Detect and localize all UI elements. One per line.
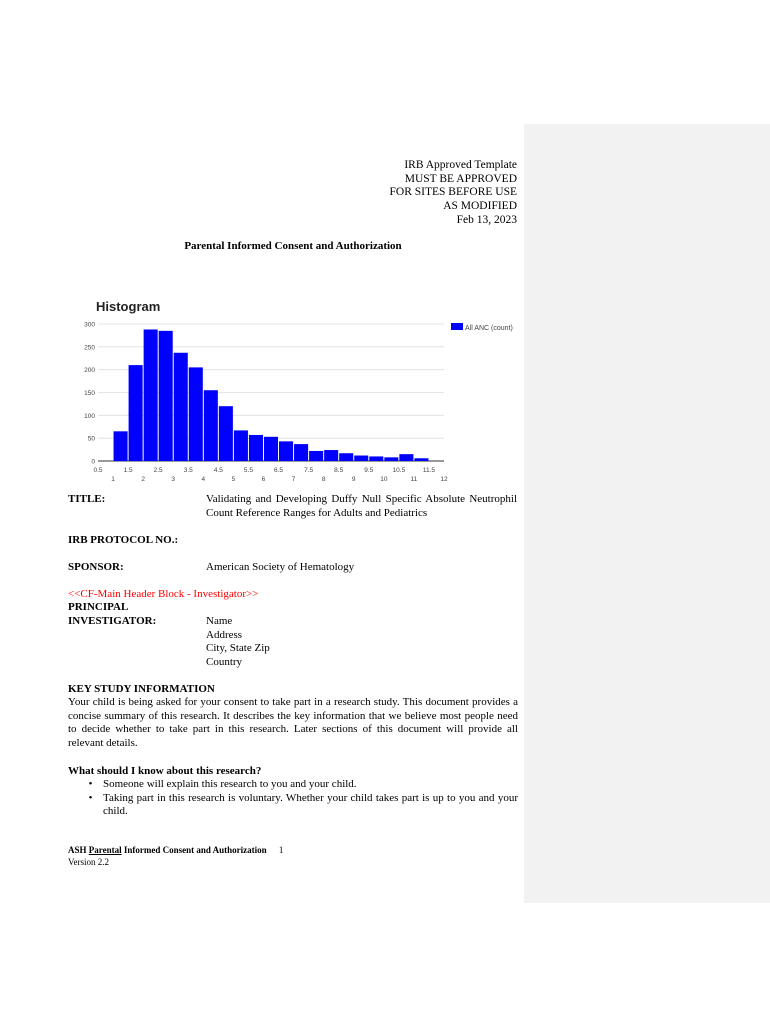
y-tick-label: 250: [84, 344, 95, 352]
histogram-bar: [324, 450, 338, 461]
irb-line: IRB Approved Template: [404, 159, 517, 171]
page-footer: [68, 844, 283, 868]
histogram-bar: [144, 329, 158, 461]
title-value: Validating and Developing Duffy Null Specific Absolute Neutrophil Count Reference Ranges for Adults and Pediatrics: [206, 493, 517, 519]
comment-pane: [524, 124, 770, 903]
x-tick-label: 4.5: [213, 467, 223, 474]
legend-swatch: [451, 323, 463, 330]
y-tick-label: 300: [84, 321, 95, 329]
y-tick-label: 200: [84, 367, 95, 375]
x-tick-label: 9.5: [364, 467, 374, 474]
x-tick-label: 3.5: [183, 467, 193, 474]
histogram-bar: [399, 454, 413, 461]
x-tick-label: 6.5: [273, 467, 284, 474]
chart-title: Histogram: [96, 299, 161, 314]
histogram-bar: [369, 456, 383, 461]
y-tick-label: 50: [87, 435, 95, 443]
histogram-bar: [159, 331, 173, 461]
chart-bars: [114, 329, 429, 461]
footer-suffix: Informed Consent and Authorization: [121, 845, 267, 855]
footer-underlined: Parental: [88, 845, 122, 855]
histogram-bar: [114, 431, 128, 461]
histogram-bar: [294, 444, 308, 461]
histogram-bar: [309, 451, 323, 461]
list-item: [68, 778, 518, 792]
list-item: [68, 792, 518, 819]
x-tick-label: 6: [261, 476, 266, 483]
pi-label-line1: PRINCIPAL: [68, 601, 129, 613]
histogram-bar: [219, 406, 233, 461]
irb-line: AS MODIFIED: [443, 200, 517, 213]
x-tick-label: 1: [111, 476, 115, 483]
list-item-text: Taking part in this research is voluntary. Whether your child takes part is up to you and your child.: [103, 791, 518, 818]
x-tick-label: 8.5: [334, 467, 344, 474]
pi-city-state-zip: City, State Zip: [206, 642, 270, 655]
x-tick-label: 5.5: [243, 467, 253, 474]
histogram-bar: [339, 453, 353, 461]
y-tick-label: 150: [84, 390, 95, 397]
irb-line: FOR SITES BEFORE USE: [389, 186, 517, 199]
what-know-heading: What should I know about this research?: [68, 765, 262, 777]
investigator-placeholder: <<CF-Main Header Block - Investigator>>: [68, 588, 259, 600]
histogram-bar: [279, 441, 293, 461]
page-number: 1: [278, 845, 284, 855]
legend-label: All ANC (count): [465, 325, 513, 332]
x-tick-label: 5: [231, 476, 236, 483]
x-tick-label: 2.5: [153, 467, 163, 474]
histogram-bar: [384, 457, 398, 461]
y-tick-label: 0: [91, 458, 95, 466]
sponsor-label: SPONSOR:: [68, 561, 124, 573]
histogram-bar: [234, 430, 248, 461]
x-tick-label: 11.5: [422, 467, 436, 474]
title-label: TITLE:: [68, 493, 106, 505]
x-tick-label: 10.5: [392, 467, 406, 474]
x-tick-label: 4: [201, 476, 206, 483]
sponsor-value: American Society of Hematology: [206, 561, 355, 573]
x-tick-label: 10: [380, 476, 388, 483]
histogram-bar: [414, 458, 428, 461]
irb-line: MUST BE APPROVED: [404, 172, 517, 185]
y-axis: [84, 322, 95, 466]
histogram-bar: [204, 390, 218, 461]
key-info-body: Your child is being asked for your consent to take part in a research study. This document provides a concise summary of this research. It describes the key information that we believe most people need to decide whether to take part in this research. Later sections of this document will provide all relevant details.: [68, 696, 518, 749]
footer-version: Version 2.2: [68, 857, 109, 867]
document-title: Parental Informed Consent and Authorization: [184, 240, 402, 252]
histogram-chart: [68, 290, 524, 490]
histogram-bar: [264, 437, 278, 461]
x-axis: [93, 467, 448, 483]
histogram-bar: [174, 353, 188, 461]
x-tick-label: 2: [141, 476, 145, 483]
x-tick-label: 9: [351, 476, 356, 483]
irb-date: Feb 13, 2023: [456, 213, 517, 226]
x-tick-label: 1.5: [123, 467, 133, 474]
histogram-bar: [354, 456, 368, 461]
x-tick-label: 11: [410, 476, 418, 483]
key-info-heading: KEY STUDY INFORMATION: [68, 683, 215, 695]
what-know-list: [68, 778, 518, 819]
x-tick-label: 7: [291, 476, 296, 483]
x-tick-label: 8: [321, 476, 326, 483]
pi-address: Address: [206, 628, 243, 641]
pi-country: Country: [206, 655, 243, 668]
footer-prefix: ASH: [68, 845, 89, 855]
chart-legend: [451, 323, 513, 332]
y-tick-label: 100: [84, 412, 95, 420]
bullet-icon: •: [88, 791, 93, 804]
list-item-text: Someone will explain this research to you and your child.: [103, 778, 357, 790]
histogram-bar: [249, 435, 263, 461]
pi-name: Name: [206, 615, 233, 627]
x-tick-label: 12: [440, 476, 448, 483]
bullet-icon: •: [88, 778, 93, 790]
footer-title: [68, 844, 283, 856]
irb-approval-block: [217, 159, 517, 228]
pi-label-line2: INVESTIGATOR:: [68, 615, 157, 627]
histogram-bar: [189, 367, 203, 461]
x-tick-label: 3: [171, 476, 176, 483]
histogram-bar: [129, 365, 143, 461]
x-tick-label: 7.5: [304, 467, 314, 474]
x-tick-label: 0.5: [93, 467, 103, 474]
pi-details: [206, 615, 270, 669]
protocol-label: IRB PROTOCOL NO.:: [68, 534, 179, 546]
